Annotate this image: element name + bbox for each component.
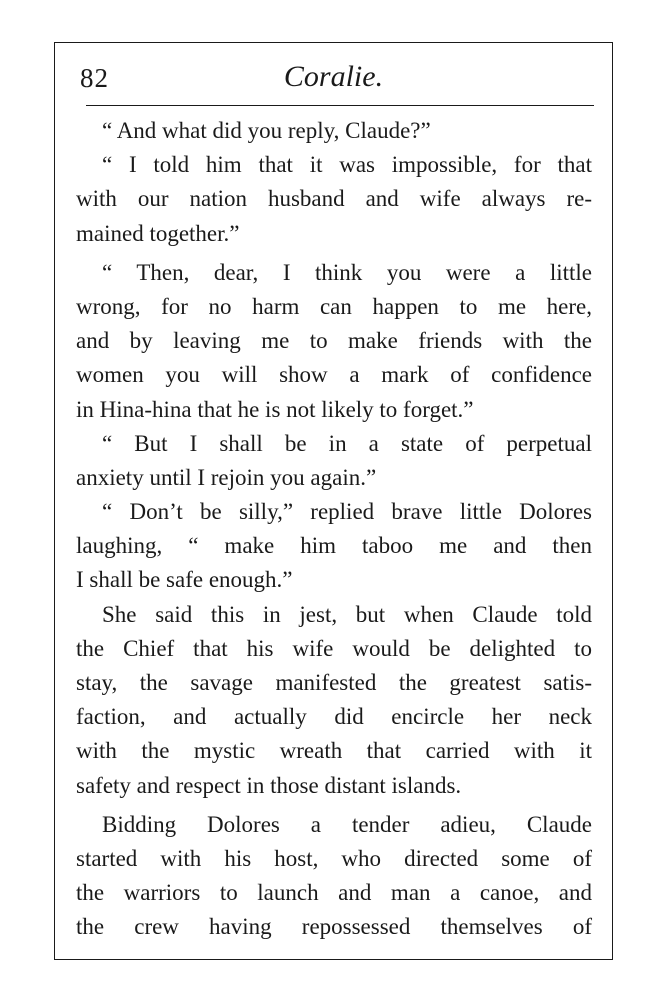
text-line: in Hina-hina that he is not likely to forget.” xyxy=(76,396,474,422)
text-line: “ I told him that it was impossible, for that xyxy=(102,152,592,178)
paragraph xyxy=(76,808,592,945)
body-text xyxy=(76,114,592,945)
text-line: mained together.” xyxy=(76,220,240,246)
text-line: the warriors to launch and man a canoe, and xyxy=(76,880,592,906)
text-line: and by leaving me to make friends with the xyxy=(76,328,592,354)
text-line: wrong, for no harm can happen to me here, xyxy=(76,293,592,319)
text-line: faction, and actually did encircle her neck xyxy=(76,704,592,730)
text-line: She said this in jest, but when Claude told xyxy=(102,601,592,627)
text-line: anxiety until I rejoin you again.” xyxy=(76,464,377,490)
header-rule xyxy=(86,105,594,106)
text-line: stay, the savage manifested the greatest satis- xyxy=(76,670,592,695)
running-title: Coralie. xyxy=(283,60,384,93)
text-line: laughing, “ make him taboo me and then xyxy=(76,533,592,559)
text-line: “ Then, dear, I think you were a little xyxy=(102,259,592,285)
text-line: Bidding Dolores a tender adieu, Claude xyxy=(102,811,592,837)
text-line: the Chief that his wife would be delighted to xyxy=(76,635,592,661)
text-line: I shall be safe enough.” xyxy=(76,567,293,593)
page-number: 82 xyxy=(80,63,109,93)
text-line: “ And what did you reply, Claude?” xyxy=(102,118,431,143)
text-line: “ But I shall be in a state of perpetual xyxy=(102,430,592,456)
text-line: safety and respect in those distant islands. xyxy=(76,772,462,798)
text-line: the crew having repossessed themselves of xyxy=(76,914,592,940)
paragraph xyxy=(76,256,592,427)
text-line: women you will show a mark of confidence xyxy=(76,362,592,388)
paragraph xyxy=(76,148,592,251)
text-line: “ Don’t be silly,” replied brave little Dolores xyxy=(102,499,592,525)
text-line: with the mystic wreath that carried with it xyxy=(76,738,592,764)
text-line: started with his host, who directed some of xyxy=(76,845,592,871)
paragraph xyxy=(76,427,592,495)
paragraph xyxy=(76,114,592,148)
paragraph xyxy=(76,598,592,803)
text-line: with our nation husband and wife always re- xyxy=(76,186,592,212)
paragraph xyxy=(76,495,592,598)
